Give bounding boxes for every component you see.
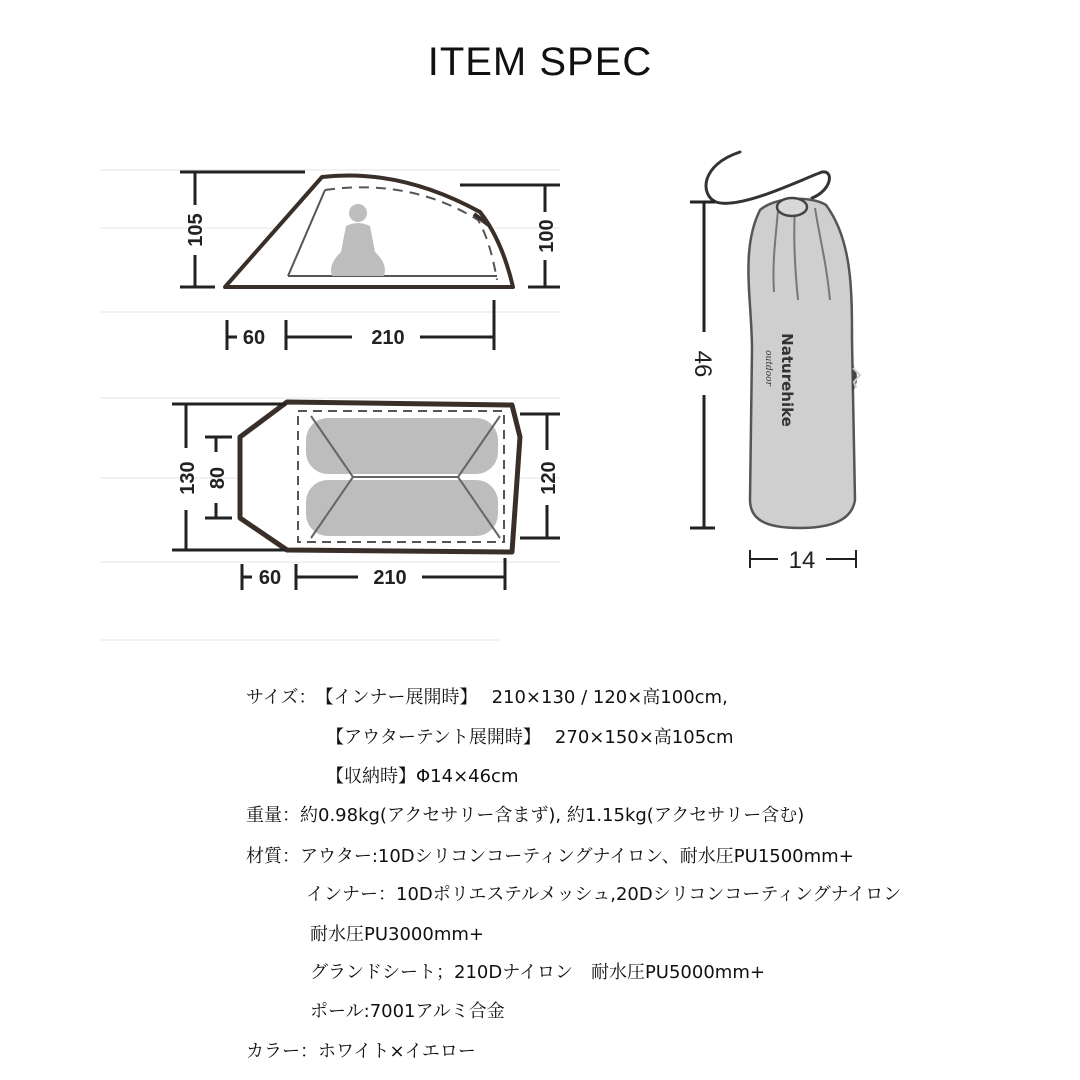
page-title: ITEM SPEC (427, 40, 653, 84)
spec-inner-label: 【インナー展開時】 (324, 687, 478, 708)
brand-subtitle: outdoor (763, 350, 773, 386)
spec-outer-value: 270×150×高105cm (554, 727, 734, 748)
tent-top-view (240, 402, 520, 552)
spec-material-label: 材質： (246, 846, 300, 867)
top-width-outer-label: 130 (177, 461, 199, 495)
side-vestibule-label: 60 (242, 327, 266, 349)
spec-outer-line (326, 726, 734, 750)
spec-material-inner: インナー：10Dポリエステルメッシュ,20Dシリコンコーティングナイロン (306, 884, 902, 905)
spec-material-ground: グランドシート；210Dナイロン 耐水圧PU5000mm+ (310, 962, 765, 983)
bag-height-label: 46 (689, 350, 716, 378)
spec-material-pole: ポール:7001アルミ合金 (310, 1001, 505, 1022)
side-length-label: 210 (371, 327, 405, 349)
spec-material-inner-waterproof: 耐水圧PU3000mm+ (310, 924, 484, 945)
spec-size-label: サイズ： (246, 687, 317, 708)
spec-packed-label: 【収納時】 (326, 766, 416, 787)
tent-side-view (225, 175, 513, 287)
bag-diameter-label: 14 (788, 547, 816, 574)
top-width-inner-label: 120 (538, 461, 560, 495)
spec-outer-label: 【アウターテント展開時】 (326, 727, 541, 748)
spec-weight: 重量：約0.98kg(アクセサリー含まず), 約1.15kg(アクセサリー含む) (246, 805, 805, 826)
top-width-vestibule-label: 80 (207, 466, 229, 490)
spec-packed-line (326, 765, 519, 789)
side-height-left-label: 105 (185, 213, 207, 247)
naturehike-logo-icon (852, 364, 860, 392)
top-vestibule-label: 60 (258, 567, 282, 589)
spec-size-line (246, 686, 728, 710)
top-length-label: 210 (373, 567, 407, 589)
side-height-right-label: 100 (536, 219, 558, 253)
side-length-dims (227, 300, 494, 350)
spec-material-outer: アウター:10Dシリコンコーティングナイロン、耐水圧PU1500mm+ (300, 846, 854, 867)
stuff-sack (706, 152, 860, 528)
spec-inner-value: 210×130 / 120×高100cm, (491, 687, 728, 708)
spec-color: カラー：ホワイト×イエロー (246, 1041, 476, 1062)
spec-material-line (246, 845, 854, 869)
spec-packed-value: Φ14×46cm (416, 766, 519, 787)
brand-name: Naturehike (778, 333, 796, 427)
